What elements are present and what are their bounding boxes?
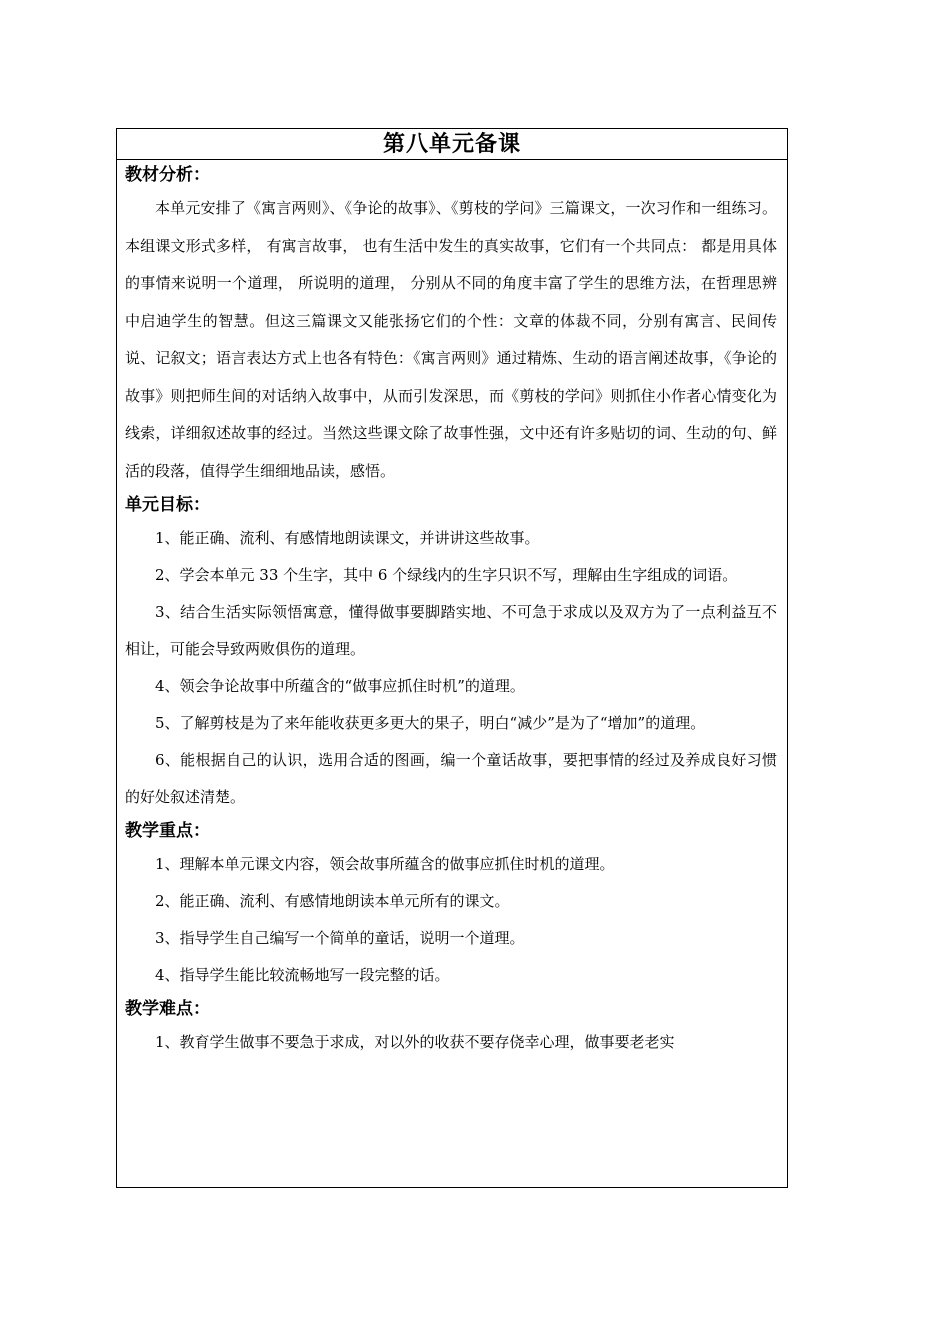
lesson-plan-table	[116, 128, 788, 1188]
analysis-line: 个共同点： 都是用具体的事情来说明一个道理， 所说明的道理， 分别从不同的角度	[125, 236, 777, 292]
goals-heading: 单元目标：	[125, 495, 210, 515]
goal-text: 6、能根据自己的认识，选用合适的图画，编一个童话故事，要把事情的经过及养	[155, 751, 701, 769]
analysis-line: 的个性：文章的体裁不同，分别有寓言、民间传说、记叙文；语言表达方式上也各有特	[125, 311, 777, 367]
goal-text: 5、了解剪枝是为了来年能收获更多更大的果子，明白“减少”是为了“增加”	[155, 714, 646, 732]
analysis-line: 入故事中，从而引发深思，而《剪枝的学问》则抓住小作者心情变化为线索，详细叙述	[125, 386, 777, 442]
goal-item	[125, 557, 777, 594]
page-title: 第八单元备课	[117, 129, 787, 160]
goal-text: 2、学会本单元 33 个生字，其中 6 个绿线内的生字只识不写，理解由生字组成的词	[155, 566, 708, 584]
keypoint-item: 4、指导学生能比较流畅地写一段完整的话。	[155, 966, 450, 984]
analysis-line: 一组练习。本组课文形式多样， 有寓言故事， 也有生活中发生的真实故事，它们有一	[125, 199, 777, 255]
analysis-heading: 教材分析：	[125, 165, 210, 185]
goal-item	[125, 668, 777, 705]
analysis-paragraph	[125, 190, 777, 490]
keypoint-item: 1、理解本单元课文内容，领会故事所蕴含的做事应抓住时机的道理。	[155, 855, 615, 873]
analysis-line: 色：《寓言两则》通过精炼、生动的语言阐述故事，《争论的故事》则把师生间的对话纳	[125, 349, 777, 405]
keypoint-item: 2、能正确、流利、有感情地朗读本单元所有的课文。	[155, 892, 510, 910]
keypoints-heading: 教学重点：	[125, 821, 210, 841]
difficulties-heading: 教学难点：	[125, 999, 210, 1019]
keypoint-item: 3、指导学生自己编写一个简单的童话，说明一个道理。	[155, 929, 525, 947]
analysis-line: 本单元安排了《寓言两则》、《争论的故事》、《剪枝的学问》三篇课文，一次习作和	[155, 199, 702, 217]
table-body	[117, 160, 787, 1061]
goal-text: 成良好习惯的好处叙述清楚。	[125, 751, 777, 806]
goal-item	[125, 594, 777, 668]
analysis-line: 段落，值得学生细细地品读，感悟。	[155, 461, 396, 480]
goal-item	[125, 520, 777, 557]
goal-text: 4、领会争论故事中所蕴含的“做事应抓住时机”的道理。	[155, 677, 525, 695]
difficulty-item: 1、教育学生做事不要急于求成，对以外的收获不要存侥幸心理，做事要老老实	[155, 1033, 675, 1051]
goal-text: 点利益互不相让，可能会导致两败俱伤的道理。	[125, 603, 777, 658]
goal-text: 3、结合生活实际领悟寓意，懂得做事要脚踏实地、不可急于求成以及双方为了一	[155, 603, 701, 621]
goal-item	[125, 705, 777, 742]
goal-text: 的道理。	[645, 714, 706, 732]
goal-text: 1、能正确、流利、有感情地朗读课文，并讲讲这些故事。	[155, 529, 540, 547]
analysis-line: 故事的经过。当然这些课文除了故事性强，文中还有许多贴切的词、生动的句、鲜活的	[125, 424, 777, 480]
goal-text: 语。	[707, 566, 738, 584]
goal-item	[125, 742, 777, 816]
analysis-line: 丰富了学生的思维方法，在哲理思辨中启迪学生的智慧。但这三篇课文又能张扬它们	[125, 274, 777, 330]
